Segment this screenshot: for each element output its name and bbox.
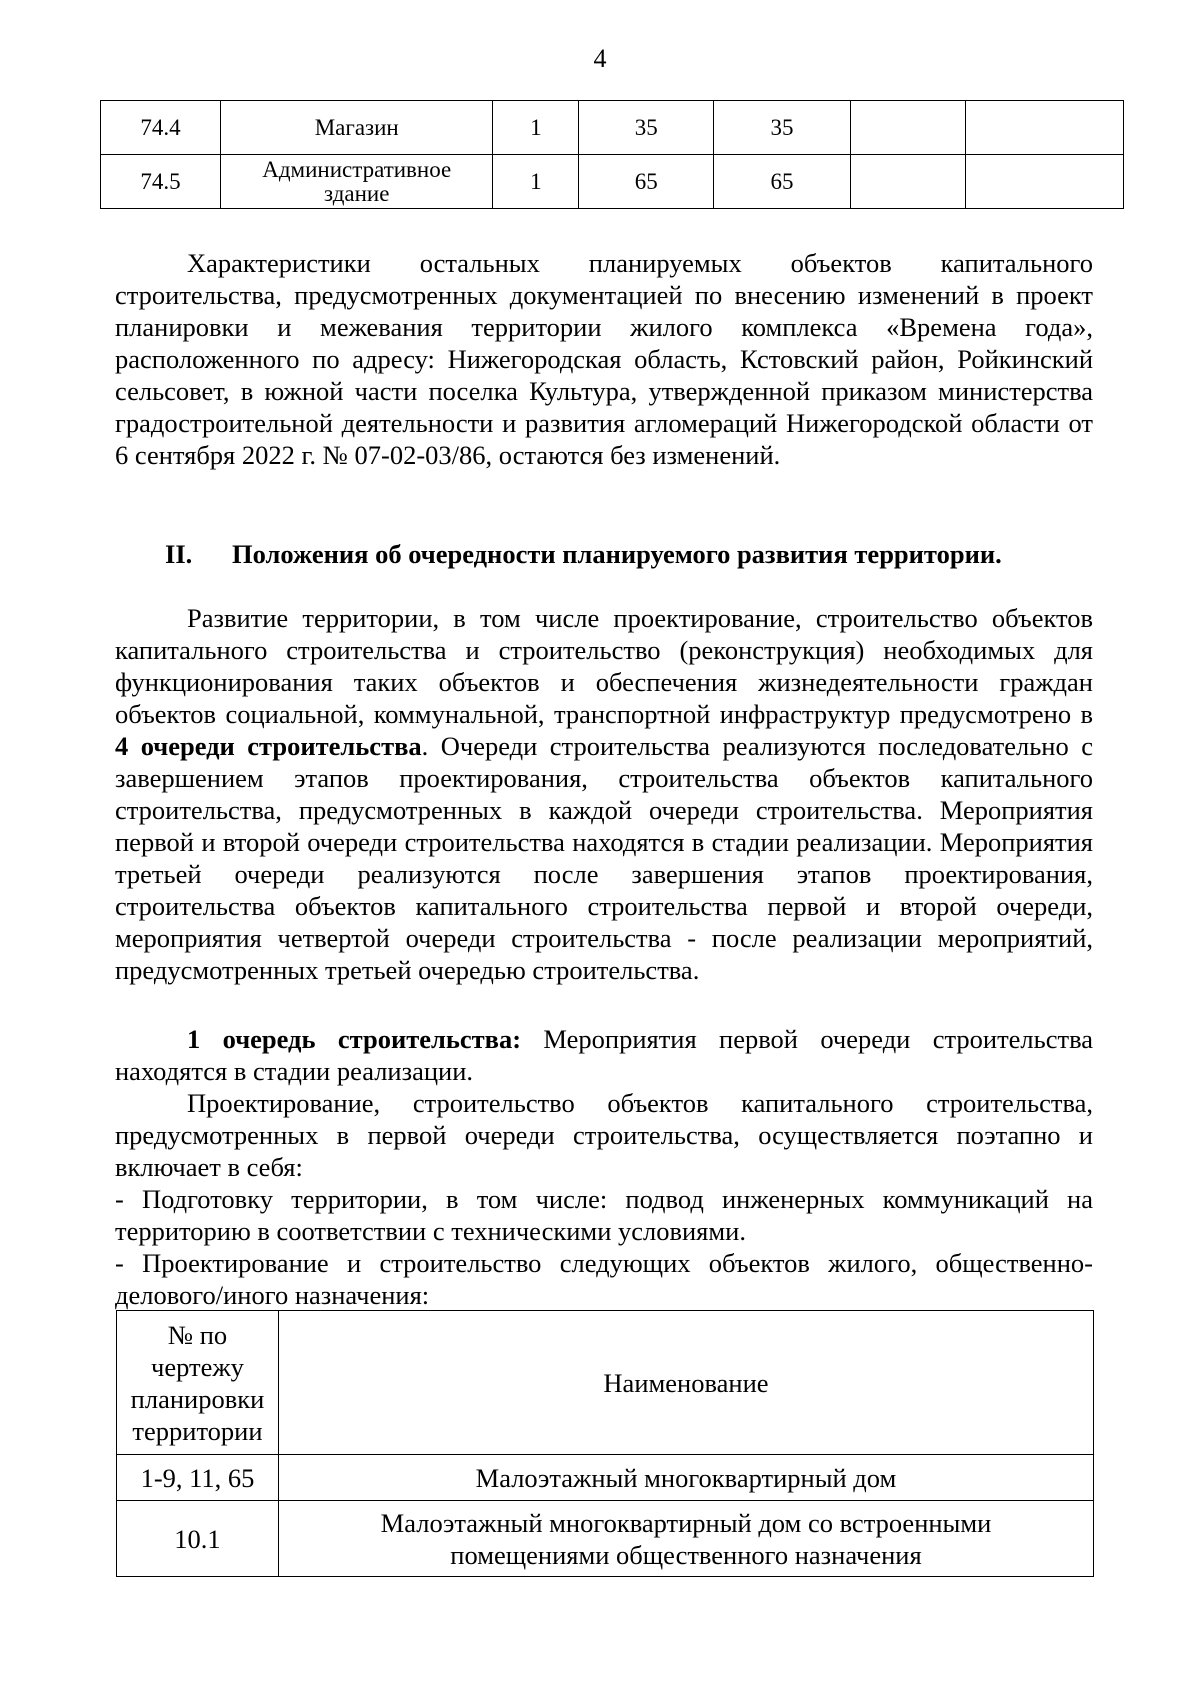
text-bold: 1 очередь строительства:	[187, 1024, 522, 1054]
objects-table-continued	[100, 100, 1124, 209]
text-run: . Очереди строительства реализуются последовательно с завершением этапов проектирования, строительства объектов капитального строительства, предусмотренных в каждой очереди строительства. Мероприятия первой и второй очереди строительства находятся в стадии реализации. Мероприятия третьей очереди реализуются после завершения этапов проектирования, строительства объектов капитального строительства первой и второй очереди, мероприятия четвертой очереди строительства - после реализации мероприятий, предусмотренных третьей очередью строительства.	[115, 731, 1093, 985]
cell-value-2: 35	[714, 101, 850, 155]
paragraph-development-stages	[115, 602, 1093, 986]
cell-empty-2	[965, 101, 1123, 155]
header-drawing-number: № по чертежу планировки территории	[117, 1311, 279, 1455]
table-row	[101, 101, 1124, 155]
page-number: 4	[593, 44, 607, 73]
list-item-design-objects: - Проектирование и строительство следующих объектов жилого, общественно-делового/иного назначения:	[115, 1248, 1093, 1310]
section-title: Положения об очередности планируемого развития территории.	[232, 539, 1002, 569]
section-heading	[115, 538, 1093, 570]
cell-empty-1	[850, 155, 965, 209]
cell-number: 74.4	[101, 101, 221, 155]
paragraph-design-construction: Проектирование, строительство объектов капитального строительства, предусмотренных в первой очереди строительства, осуществляется поэтапно и включает в себя:	[115, 1088, 1093, 1182]
table-row	[117, 1501, 1094, 1577]
section-number: II.	[165, 539, 193, 569]
table-row	[101, 155, 1124, 209]
cell-number: 74.5	[101, 155, 221, 209]
table-header-row	[117, 1311, 1094, 1455]
cell-name: Магазин	[221, 101, 493, 155]
cell-value-1: 35	[579, 101, 714, 155]
cell-value-2: 65	[714, 155, 850, 209]
cell-count: 1	[493, 155, 579, 209]
text-bold: 4 очереди строительства	[115, 731, 422, 761]
cell-value-1: 65	[579, 155, 714, 209]
cell-name: Малоэтажный многоквартирный дом	[278, 1455, 1093, 1501]
table-row	[117, 1455, 1094, 1501]
text-run: Развитие территории, в том числе проектирование, строительство объектов капитального строительства и строительство (реконструкция) необходимых для функционирования таких объектов и обеспечения жизнедеятельности граждан объектов социальной, коммунальной, транспортной инфраструктур предусмотрено в	[115, 603, 1093, 729]
cell-drawing-number: 1-9, 11, 65	[117, 1455, 279, 1501]
cell-name: Малоэтажный многоквартирный дом со встроенными помещениями общественного назначения	[278, 1501, 1093, 1577]
cell-count: 1	[493, 101, 579, 155]
cell-drawing-number: 10.1	[117, 1501, 279, 1577]
header-name: Наименование	[278, 1311, 1093, 1455]
list-item-site-preparation: - Подготовку территории, в том числе: подвод инженерных коммуникаций на территорию в соответствии с техническими условиями.	[115, 1184, 1093, 1246]
cell-empty-1	[850, 101, 965, 155]
cell-name: Административное здание	[221, 155, 493, 209]
text-run: Мероприятия первой очереди строительства находятся в стадии реализации.	[115, 1024, 1094, 1086]
cell-empty-2	[965, 155, 1123, 209]
stage-one-objects-table	[116, 1310, 1094, 1577]
paragraph-other-objects: Характеристики остальных планируемых объектов капитального строительства, предусмотренных документацией по внесению изменений в проект планировки и межевания территории жилого комплекса «Времена года», расположенного по адресу: Нижегородская область, Кстовский район, Ройкинский сельсовет, в южной части поселка Культура, утвержденной приказом министерства градостроительной деятельности и развития агломераций Нижегородской области от 6 сентября 2022 г. № 07-02-03/86, остаются без изменений.	[115, 248, 1093, 470]
paragraph-stage-one	[115, 1023, 1093, 1087]
